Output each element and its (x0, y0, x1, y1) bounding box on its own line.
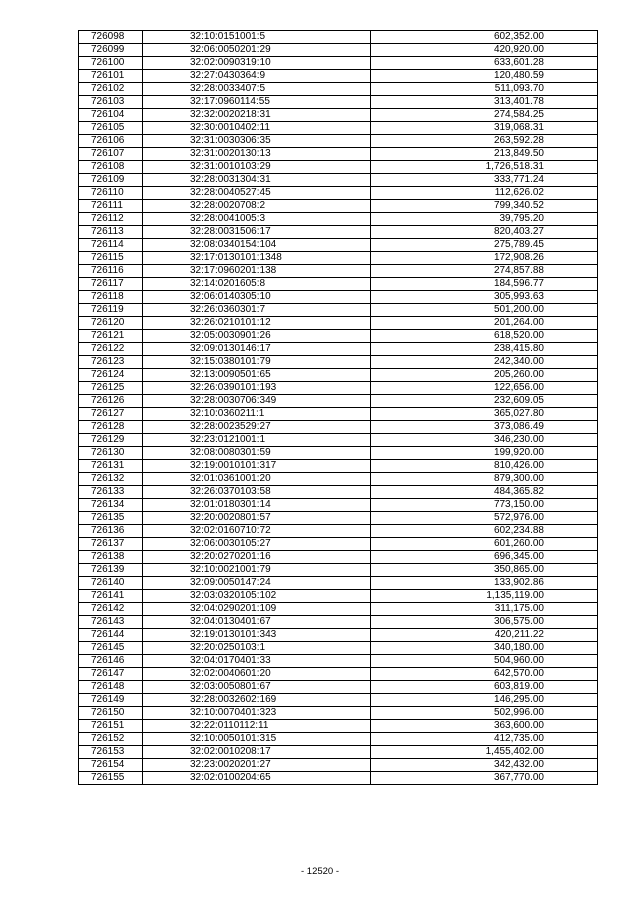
table-row (79, 148, 598, 161)
amount-cell: 263,592.28 (371, 135, 598, 148)
cadastral-number-cell: 32:26:0210101:12 (143, 317, 371, 330)
cadastral-number-cell: 32:04:0170401:33 (143, 655, 371, 668)
cadastral-number-cell: 32:01:0361001:20 (143, 473, 371, 486)
table-row (79, 759, 598, 772)
amount-cell: 205,260.00 (371, 369, 598, 382)
cadastral-number-cell: 32:17:0130101:1348 (143, 252, 371, 265)
table-row (79, 343, 598, 356)
amount-cell: 642,570.00 (371, 668, 598, 681)
amount-cell: 820,403.27 (371, 226, 598, 239)
amount-cell: 420,211.22 (371, 629, 598, 642)
table-row (79, 395, 598, 408)
cadastral-number-cell: 32:08:0080301:59 (143, 447, 371, 460)
table-row (79, 187, 598, 200)
cadastral-number-cell: 32:04:0290201:109 (143, 603, 371, 616)
amount-cell: 201,264.00 (371, 317, 598, 330)
cadastral-number-cell: 32:09:0130146:17 (143, 343, 371, 356)
amount-cell: 773,150.00 (371, 499, 598, 512)
amount-cell: 213,849.50 (371, 148, 598, 161)
cadastral-number-cell: 32:10:0021001:79 (143, 564, 371, 577)
record-id-cell: 726117 (79, 278, 143, 291)
record-id-cell: 726099 (79, 44, 143, 57)
amount-cell: 602,234.88 (371, 525, 598, 538)
amount-cell: 350,865.00 (371, 564, 598, 577)
cadastral-number-cell: 32:28:0031304:31 (143, 174, 371, 187)
amount-cell: 365,027.80 (371, 408, 598, 421)
cadastral-number-cell: 32:17:0960201:138 (143, 265, 371, 278)
record-id-cell: 726114 (79, 239, 143, 252)
table-row (79, 577, 598, 590)
record-id-cell: 726106 (79, 135, 143, 148)
table-row (79, 512, 598, 525)
amount-cell: 511,093.70 (371, 83, 598, 96)
cadastral-number-cell: 32:03:0050801:67 (143, 681, 371, 694)
cadastral-number-cell: 32:19:0130101:343 (143, 629, 371, 642)
table-row (79, 655, 598, 668)
amount-cell: 1,135,119.00 (371, 590, 598, 603)
record-id-cell: 726127 (79, 408, 143, 421)
record-id-cell: 726143 (79, 616, 143, 629)
table-row (79, 408, 598, 421)
amount-cell: 504,960.00 (371, 655, 598, 668)
cadastral-number-cell: 32:09:0050147:24 (143, 577, 371, 590)
record-id-cell: 726152 (79, 733, 143, 746)
record-id-cell: 726155 (79, 772, 143, 785)
amount-cell: 342,432.00 (371, 759, 598, 772)
record-id-cell: 726109 (79, 174, 143, 187)
record-id-cell: 726110 (79, 187, 143, 200)
table-row (79, 291, 598, 304)
cadastral-number-cell: 32:28:0033407:5 (143, 83, 371, 96)
table-row (79, 551, 598, 564)
cadastral-number-cell: 32:20:0250103:1 (143, 642, 371, 655)
cadastral-number-cell: 32:22:0110112:11 (143, 720, 371, 733)
amount-cell: 184,596.77 (371, 278, 598, 291)
cadastral-number-cell: 32:26:0390101:193 (143, 382, 371, 395)
amount-cell: 810,426.00 (371, 460, 598, 473)
table-row (79, 265, 598, 278)
record-id-cell: 726129 (79, 434, 143, 447)
record-id-cell: 726104 (79, 109, 143, 122)
cadastral-number-cell: 32:08:0340154:104 (143, 239, 371, 252)
cadastral-number-cell: 32:10:0070401:323 (143, 707, 371, 720)
amount-cell: 122,656.00 (371, 382, 598, 395)
table-row (79, 434, 598, 447)
amount-cell: 363,600.00 (371, 720, 598, 733)
record-id-cell: 726138 (79, 551, 143, 564)
record-id-cell: 726128 (79, 421, 143, 434)
record-id-cell: 726154 (79, 759, 143, 772)
cadastral-number-cell: 32:31:0010103:29 (143, 161, 371, 174)
table-row (79, 31, 598, 44)
cadastral-number-cell: 32:26:0370103:58 (143, 486, 371, 499)
amount-cell: 367,770.00 (371, 772, 598, 785)
table-row (79, 720, 598, 733)
table-row (79, 642, 598, 655)
table-row (79, 447, 598, 460)
record-id-cell: 726145 (79, 642, 143, 655)
record-id-cell: 726136 (79, 525, 143, 538)
record-id-cell: 726149 (79, 694, 143, 707)
table-row (79, 213, 598, 226)
amount-cell: 232,609.05 (371, 395, 598, 408)
table-row (79, 538, 598, 551)
table-row (79, 499, 598, 512)
cadastral-number-cell: 32:06:0030105:27 (143, 538, 371, 551)
record-id-cell: 726124 (79, 369, 143, 382)
cadastral-number-cell: 32:28:0030706:349 (143, 395, 371, 408)
amount-cell: 696,345.00 (371, 551, 598, 564)
record-id-cell: 726119 (79, 304, 143, 317)
table-row (79, 135, 598, 148)
record-id-cell: 726144 (79, 629, 143, 642)
cadastral-number-cell: 32:28:0020708:2 (143, 200, 371, 213)
cadastral-number-cell: 32:04:0130401:67 (143, 616, 371, 629)
amount-cell: 146,295.00 (371, 694, 598, 707)
records-table (78, 30, 598, 785)
table-row (79, 226, 598, 239)
record-id-cell: 726153 (79, 746, 143, 759)
record-id-cell: 726125 (79, 382, 143, 395)
amount-cell: 274,857.88 (371, 265, 598, 278)
record-id-cell: 726146 (79, 655, 143, 668)
cadastral-number-cell: 32:06:0050201:29 (143, 44, 371, 57)
record-id-cell: 726139 (79, 564, 143, 577)
amount-cell: 572,976.00 (371, 512, 598, 525)
amount-cell: 1,726,518.31 (371, 161, 598, 174)
table-row (79, 681, 598, 694)
table-row (79, 590, 598, 603)
record-id-cell: 726100 (79, 57, 143, 70)
record-id-cell: 726130 (79, 447, 143, 460)
record-id-cell: 726105 (79, 122, 143, 135)
record-id-cell: 726131 (79, 460, 143, 473)
table-row (79, 83, 598, 96)
cadastral-number-cell: 32:13:0090501:65 (143, 369, 371, 382)
table-row (79, 252, 598, 265)
record-id-cell: 726107 (79, 148, 143, 161)
table-row (79, 564, 598, 577)
amount-cell: 618,520.00 (371, 330, 598, 343)
table-row (79, 486, 598, 499)
cadastral-number-cell: 32:02:0160710:72 (143, 525, 371, 538)
cadastral-number-cell: 32:28:0032602:169 (143, 694, 371, 707)
record-id-cell: 726122 (79, 343, 143, 356)
record-id-cell: 726133 (79, 486, 143, 499)
cadastral-number-cell: 32:02:0090319:10 (143, 57, 371, 70)
records-table-body (79, 31, 598, 785)
cadastral-number-cell: 32:28:0040527:45 (143, 187, 371, 200)
cadastral-number-cell: 32:27:0430364:9 (143, 70, 371, 83)
table-row (79, 109, 598, 122)
record-id-cell: 726137 (79, 538, 143, 551)
amount-cell: 333,771.24 (371, 174, 598, 187)
amount-cell: 133,902.86 (371, 577, 598, 590)
amount-cell: 313,401.78 (371, 96, 598, 109)
cadastral-number-cell: 32:31:0020130:13 (143, 148, 371, 161)
record-id-cell: 726123 (79, 356, 143, 369)
cadastral-number-cell: 32:05:0030901:26 (143, 330, 371, 343)
record-id-cell: 726116 (79, 265, 143, 278)
cadastral-number-cell: 32:20:0270201:16 (143, 551, 371, 564)
record-id-cell: 726103 (79, 96, 143, 109)
amount-cell: 319,068.31 (371, 122, 598, 135)
cadastral-number-cell: 32:03:0320105:102 (143, 590, 371, 603)
table-row (79, 239, 598, 252)
table-row (79, 603, 598, 616)
cadastral-number-cell: 32:28:0041005:3 (143, 213, 371, 226)
cadastral-number-cell: 32:17:0960114:55 (143, 96, 371, 109)
page-number: - 12520 - (300, 866, 340, 877)
table-row (79, 629, 598, 642)
cadastral-number-cell: 32:28:0023529:27 (143, 421, 371, 434)
table-row (79, 746, 598, 759)
amount-cell: 373,086.49 (371, 421, 598, 434)
table-row (79, 525, 598, 538)
record-id-cell: 726111 (79, 200, 143, 213)
record-id-cell: 726135 (79, 512, 143, 525)
amount-cell: 172,908.26 (371, 252, 598, 265)
record-id-cell: 726112 (79, 213, 143, 226)
cadastral-number-cell: 32:20:0020801:57 (143, 512, 371, 525)
amount-cell: 242,340.00 (371, 356, 598, 369)
amount-cell: 879,300.00 (371, 473, 598, 486)
amount-cell: 420,920.00 (371, 44, 598, 57)
record-id-cell: 726151 (79, 720, 143, 733)
cadastral-number-cell: 32:31:0030306:35 (143, 135, 371, 148)
cadastral-number-cell: 32:10:0050101:315 (143, 733, 371, 746)
cadastral-number-cell: 32:06:0140305:10 (143, 291, 371, 304)
amount-cell: 340,180.00 (371, 642, 598, 655)
amount-cell: 601,260.00 (371, 538, 598, 551)
cadastral-number-cell: 32:10:0360211:1 (143, 408, 371, 421)
table-row (79, 460, 598, 473)
amount-cell: 484,365.82 (371, 486, 598, 499)
record-id-cell: 726147 (79, 668, 143, 681)
amount-cell: 39,795.20 (371, 213, 598, 226)
amount-cell: 799,340.52 (371, 200, 598, 213)
table-row (79, 421, 598, 434)
table-row (79, 330, 598, 343)
cadastral-number-cell: 32:19:0010101:317 (143, 460, 371, 473)
table-row (79, 694, 598, 707)
table-row (79, 57, 598, 70)
table-row (79, 707, 598, 720)
record-id-cell: 726113 (79, 226, 143, 239)
record-id-cell: 726115 (79, 252, 143, 265)
record-id-cell: 726140 (79, 577, 143, 590)
record-id-cell: 726102 (79, 83, 143, 96)
cadastral-number-cell: 32:26:0360301:7 (143, 304, 371, 317)
amount-cell: 501,200.00 (371, 304, 598, 317)
record-id-cell: 726108 (79, 161, 143, 174)
cadastral-number-cell: 32:14:0201605:8 (143, 278, 371, 291)
cadastral-number-cell: 32:15:0380101:79 (143, 356, 371, 369)
table-row (79, 161, 598, 174)
record-id-cell: 726120 (79, 317, 143, 330)
cadastral-number-cell: 32:30:0010402:11 (143, 122, 371, 135)
cadastral-number-cell: 32:02:0010208:17 (143, 746, 371, 759)
cadastral-number-cell: 32:02:0100204:65 (143, 772, 371, 785)
record-id-cell: 726101 (79, 70, 143, 83)
cadastral-number-cell: 32:02:0040601:20 (143, 668, 371, 681)
table-row (79, 733, 598, 746)
amount-cell: 275,789.45 (371, 239, 598, 252)
record-id-cell: 726121 (79, 330, 143, 343)
record-id-cell: 726148 (79, 681, 143, 694)
table-row (79, 44, 598, 57)
cadastral-number-cell: 32:28:0031506:17 (143, 226, 371, 239)
cadastral-number-cell: 32:23:0121001:1 (143, 434, 371, 447)
cadastral-number-cell: 32:32:0020218:31 (143, 109, 371, 122)
record-id-cell: 726142 (79, 603, 143, 616)
table-row (79, 96, 598, 109)
cadastral-number-cell: 32:01:0180301:14 (143, 499, 371, 512)
amount-cell: 306,575.00 (371, 616, 598, 629)
record-id-cell: 726134 (79, 499, 143, 512)
table-row (79, 668, 598, 681)
table-row (79, 278, 598, 291)
table-row (79, 304, 598, 317)
amount-cell: 633,601.28 (371, 57, 598, 70)
amount-cell: 603,819.00 (371, 681, 598, 694)
cadastral-number-cell: 32:23:0020201:27 (143, 759, 371, 772)
table-row (79, 174, 598, 187)
amount-cell: 238,415.80 (371, 343, 598, 356)
table-row (79, 122, 598, 135)
cadastral-number-cell: 32:10:0151001:5 (143, 31, 371, 44)
amount-cell: 1,455,402.00 (371, 746, 598, 759)
record-id-cell: 726141 (79, 590, 143, 603)
table-row (79, 616, 598, 629)
table-row (79, 772, 598, 785)
table-row (79, 70, 598, 83)
amount-cell: 502,996.00 (371, 707, 598, 720)
amount-cell: 346,230.00 (371, 434, 598, 447)
record-id-cell: 726098 (79, 31, 143, 44)
table-row (79, 369, 598, 382)
table-row (79, 200, 598, 213)
amount-cell: 412,735.00 (371, 733, 598, 746)
table-row (79, 317, 598, 330)
amount-cell: 602,352.00 (371, 31, 598, 44)
amount-cell: 311,175.00 (371, 603, 598, 616)
table-row (79, 473, 598, 486)
record-id-cell: 726118 (79, 291, 143, 304)
record-id-cell: 726126 (79, 395, 143, 408)
amount-cell: 199,920.00 (371, 447, 598, 460)
amount-cell: 274,584.25 (371, 109, 598, 122)
amount-cell: 120,480.59 (371, 70, 598, 83)
record-id-cell: 726150 (79, 707, 143, 720)
amount-cell: 305,993.63 (371, 291, 598, 304)
record-id-cell: 726132 (79, 473, 143, 486)
amount-cell: 112,626.02 (371, 187, 598, 200)
table-row (79, 382, 598, 395)
table-row (79, 356, 598, 369)
